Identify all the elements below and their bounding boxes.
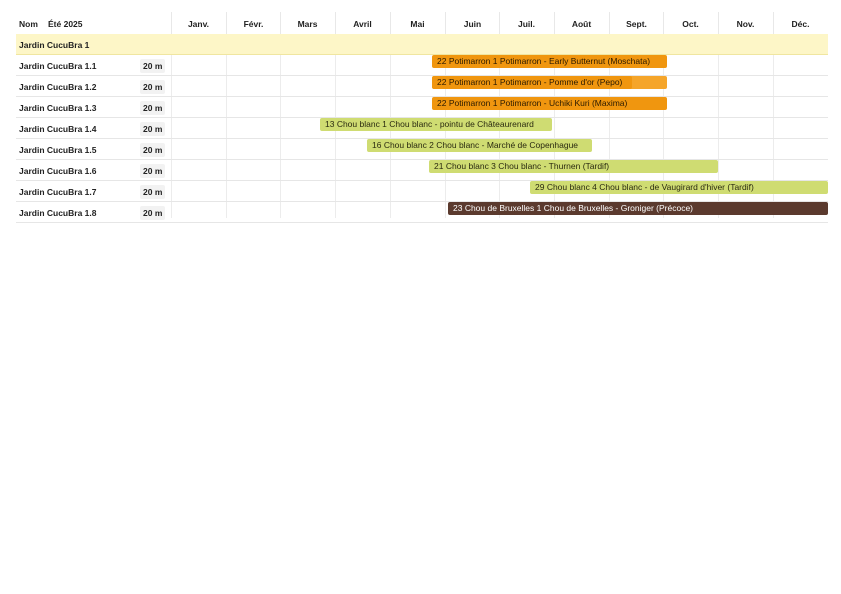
bed-length-badge: 20 m: [140, 80, 165, 94]
bed-row[interactable]: [16, 76, 828, 97]
crop-bar[interactable]: [432, 76, 667, 89]
month-mar: Mars: [280, 12, 334, 34]
crop-bar-label: 21 Chou blanc 3 Chou blanc - Thurnen (Tardif): [434, 161, 610, 171]
bed-length-badge: 20 m: [140, 101, 165, 115]
crop-bar[interactable]: [429, 160, 718, 173]
month-may: Mai: [390, 12, 444, 34]
crop-bar[interactable]: [432, 55, 667, 68]
month-oct: Oct.: [663, 12, 717, 34]
bed-name: Jardin CucuBra 1.4: [19, 124, 97, 134]
bed-name: Jardin CucuBra 1.3: [19, 103, 97, 113]
bed-row[interactable]: [16, 160, 828, 181]
crop-bar[interactable]: [448, 202, 828, 215]
crop-bar[interactable]: [432, 97, 667, 110]
month-jun: Juin: [445, 12, 499, 34]
month-nov: Nov.: [718, 12, 772, 34]
crop-bar[interactable]: [530, 181, 828, 194]
bed-row[interactable]: [16, 118, 828, 139]
crop-bar[interactable]: [367, 139, 592, 152]
bed-name: Jardin CucuBra 1.5: [19, 145, 97, 155]
crop-bar-label: 13 Chou blanc 1 Chou blanc - pointu de Châteaurenard: [325, 119, 534, 129]
bed-name: Jardin CucuBra 1.1: [19, 61, 97, 71]
bed-length-badge: 20 m: [140, 59, 165, 73]
crop-bar-label: 22 Potimarron 1 Potimarron - Early Butternut (Moschata): [437, 56, 651, 66]
month-sep: Sept.: [609, 12, 663, 34]
bed-length-badge: 20 m: [140, 206, 165, 220]
bed-row[interactable]: [16, 202, 828, 223]
bed-name: Jardin CucuBra 1.2: [19, 82, 97, 92]
bed-row[interactable]: [16, 139, 828, 160]
bed-name: Jardin CucuBra 1.6: [19, 166, 97, 176]
season-label[interactable]: Été 2025: [48, 19, 83, 29]
month-feb: Févr.: [226, 12, 280, 34]
month-apr: Avril: [335, 12, 389, 34]
bed-length-badge: 20 m: [140, 164, 165, 178]
crop-bar-label: 23 Chou de Bruxelles 1 Chou de Bruxelles - Groniger (Précoce): [453, 203, 694, 213]
crop-bar-label: 16 Chou blanc 2 Chou blanc - Marché de Copenhague: [372, 140, 579, 150]
crop-bar-label: 22 Potimarron 1 Potimarron - Pomme d'or (Pepo): [437, 77, 623, 87]
month-aug: Août: [554, 12, 608, 34]
month-jan: Janv.: [171, 12, 225, 34]
bed-name: Jardin CucuBra 1.7: [19, 187, 97, 197]
bed-length-badge: 20 m: [140, 185, 165, 199]
bed-length-badge: 20 m: [140, 143, 165, 157]
header-row: [16, 12, 828, 34]
bed-row[interactable]: [16, 97, 828, 118]
crop-bar[interactable]: [320, 118, 552, 131]
bed-row[interactable]: [16, 181, 828, 202]
month-dec: Déc.: [773, 12, 827, 34]
garden-group-row[interactable]: [16, 34, 828, 55]
garden-group-name: Jardin CucuBra 1: [19, 40, 90, 50]
crop-bar-label: 29 Chou blanc 4 Chou blanc - de Vaugirard d'hiver (Tardif): [535, 182, 754, 192]
crop-bar-label: 22 Potimarron 1 Potimarron - Uchiki Kuri (Maxima): [437, 98, 628, 108]
column-header-nom[interactable]: Nom: [19, 19, 38, 29]
bed-row[interactable]: [16, 55, 828, 76]
bed-length-badge: 20 m: [140, 122, 165, 136]
bed-name: Jardin CucuBra 1.8: [19, 208, 97, 218]
month-jul: Juil.: [499, 12, 553, 34]
